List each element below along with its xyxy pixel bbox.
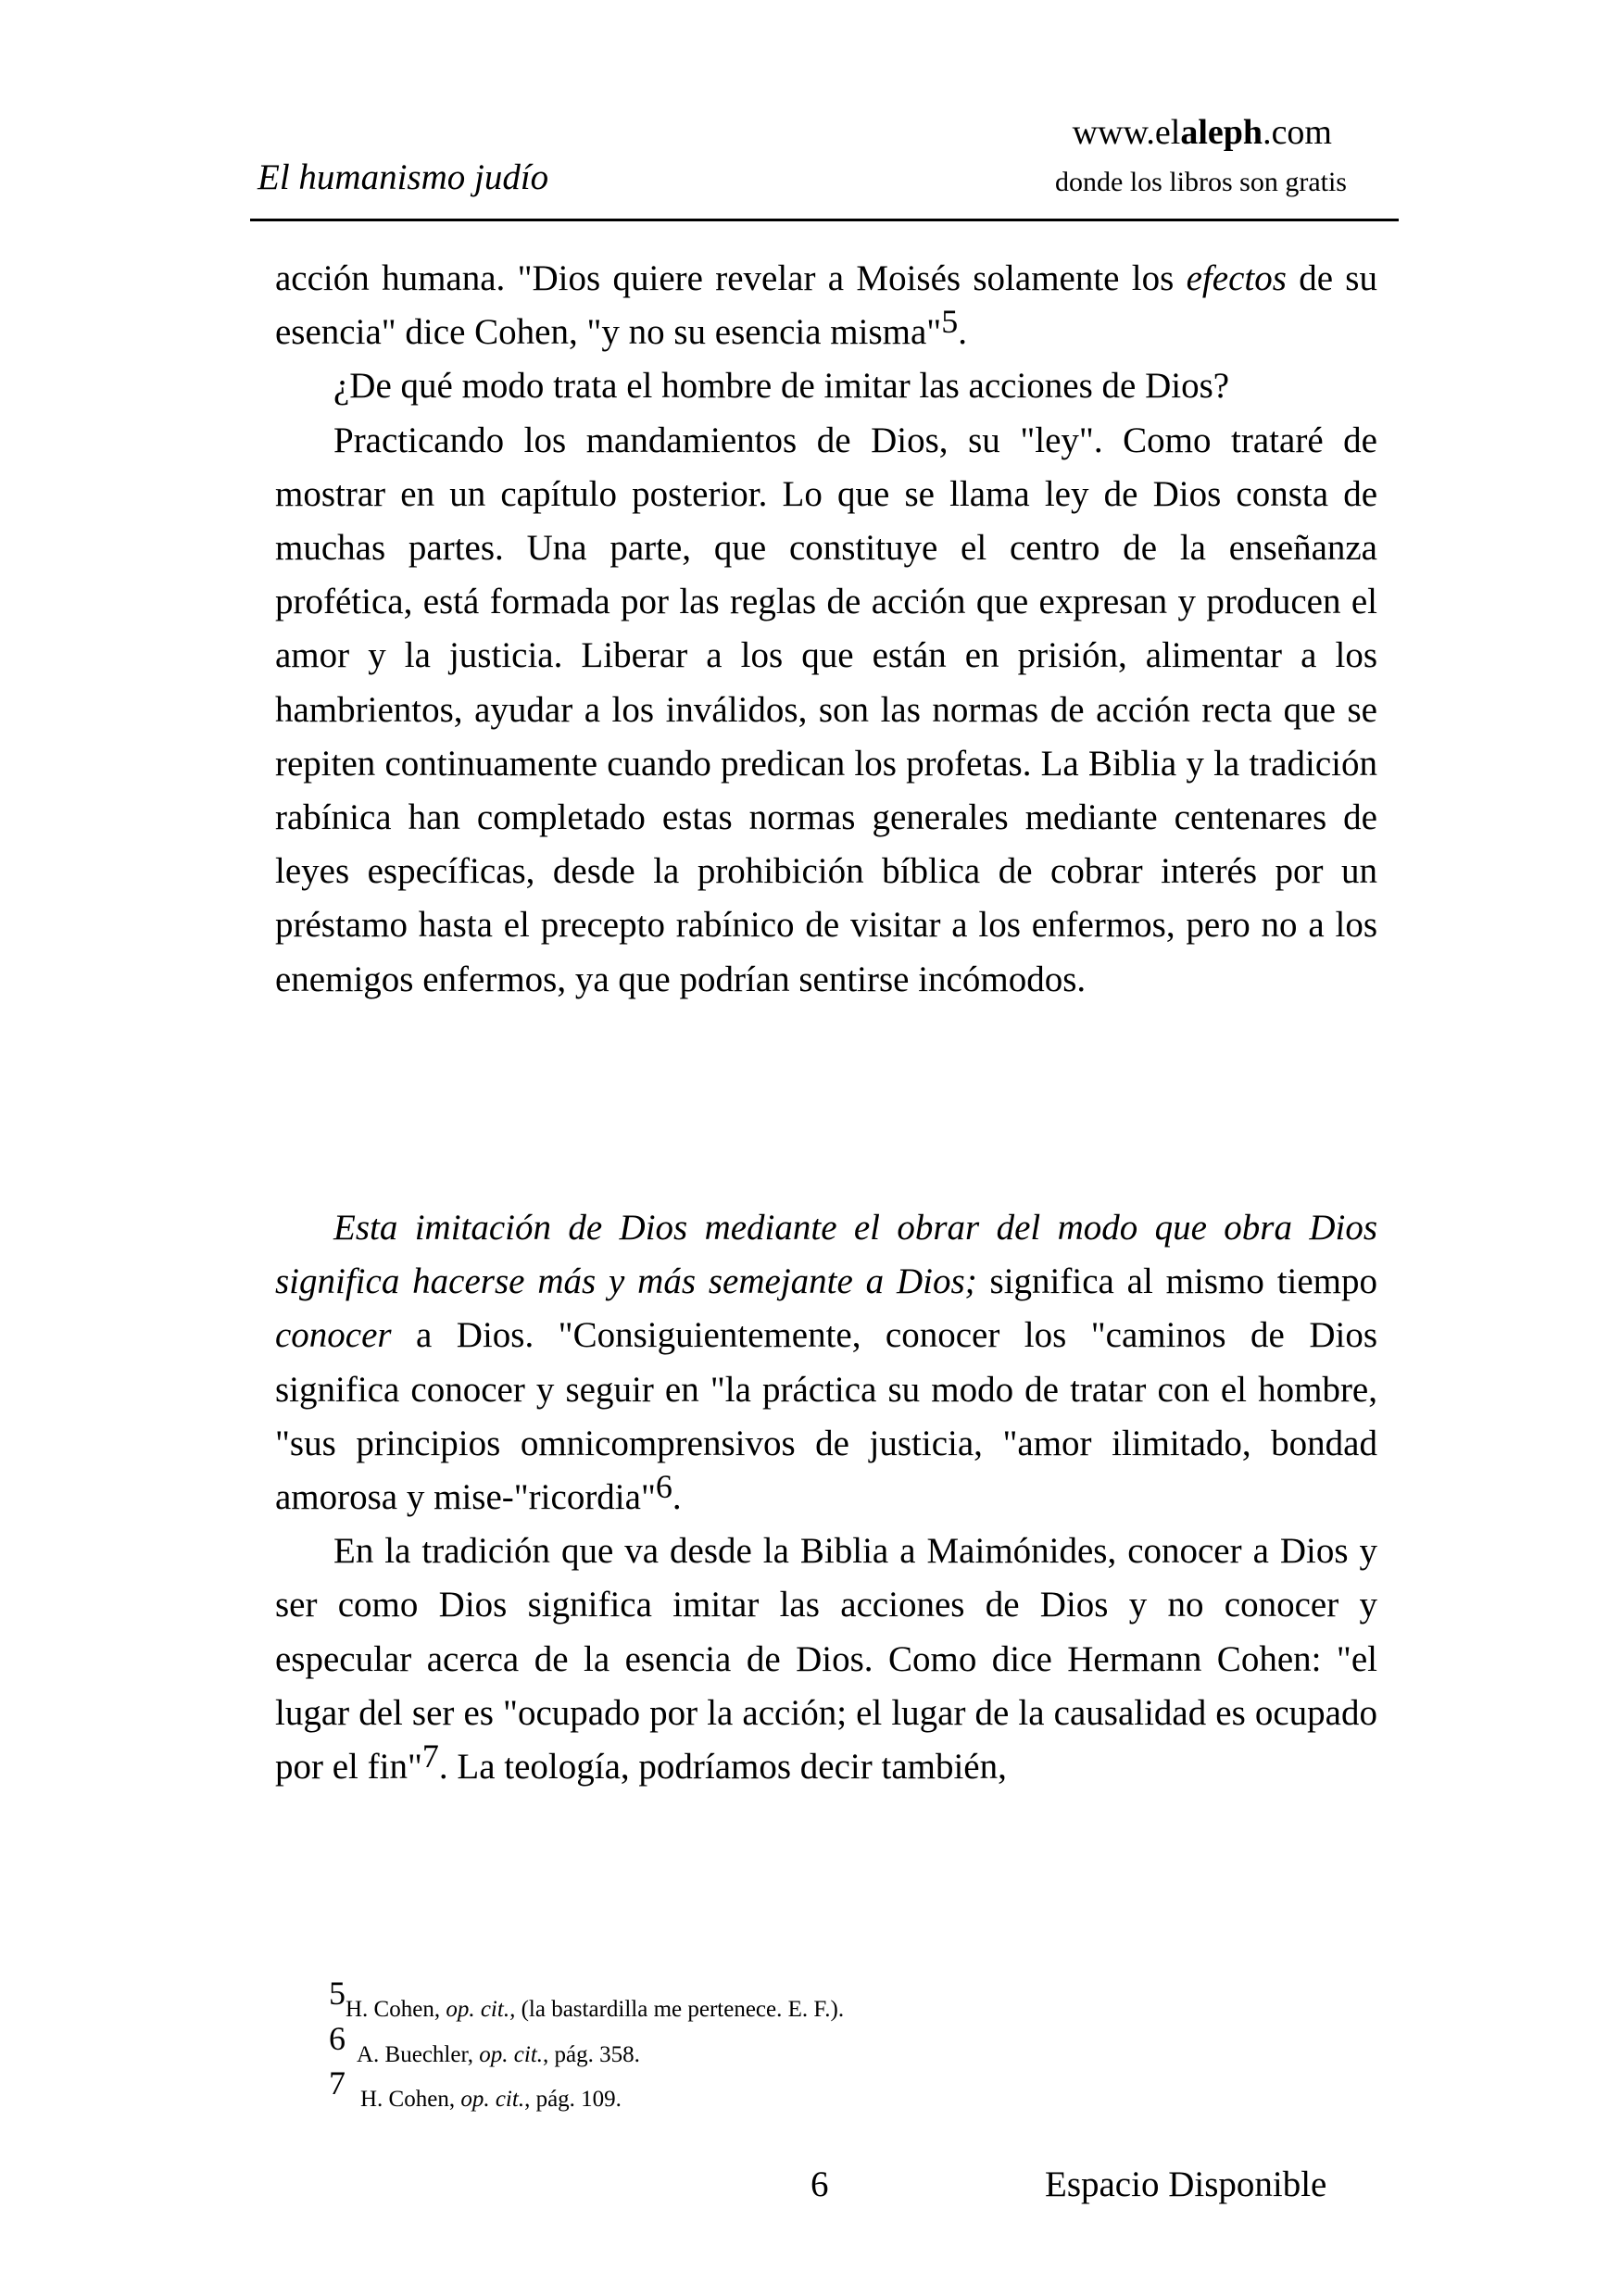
body-text-top xyxy=(275,252,1377,1007)
footnote-text: H. Cohen, xyxy=(346,1997,446,2022)
emphasis: efectos xyxy=(1186,258,1287,298)
book-title: El humanismo judío xyxy=(258,157,549,197)
paragraph-5 xyxy=(275,1524,1377,1794)
text-run: significa al mismo tiempo xyxy=(976,1261,1378,1302)
paragraph-2: ¿De qué modo trata el hombre de imitar las acciones de Dios? xyxy=(333,366,1230,407)
footnote-emphasis: op. cit. xyxy=(460,2087,525,2112)
footnote-number: 6 xyxy=(329,2020,346,2057)
emphasis: Esta imitación de Dios mediante el obrar del modo que obra Dios significa hacerse más y más semejante a Dios; xyxy=(275,1208,1377,1302)
text-run: acción humana. "Dios quiere revelar a Moisés solamente los xyxy=(275,258,1187,298)
footnote-text: (la bastardilla me pertenece. E. F.). xyxy=(515,1997,845,2022)
footnote-number: 5 xyxy=(329,1975,346,2012)
text-run: de su esencia" dice Cohen, "y no su esencia misma" xyxy=(275,258,1377,353)
footnote-emphasis: op. cit., xyxy=(446,1997,516,2022)
paragraph-3: Practicando los mandamientos de Dios, su "ley". Como trataré de mostrar en un capítulo posterior. Lo que se llama ley de Dios consta de muchas partes. Una parte, que constituye el centro de la enseñanza profética, está formada por las reglas de acción que expresan y producen el amor y la justicia. Liberar a los que están en prisión, alimentar a los hambrientos, ayudar a los inválidos, son las normas de acción recta que se repiten continuamente cuando predican los profetas. La Biblia y la tradición rabínica han completado estas normas generales mediante centenares de leyes específicas, desde la prohibición bíblica de cobrar interés por un préstamo hasta el precepto rabínico de visitar a los enfermos, pero no a los enemigos enfermos, ya que podrían sentirse incómodos. xyxy=(275,420,1377,999)
footnote-ref-6[interactable]: 6 xyxy=(655,1468,672,1506)
header-divider xyxy=(250,219,1399,221)
paragraph-1 xyxy=(275,252,1377,359)
page-number: 6 xyxy=(810,2164,829,2204)
text-run: . La teología, podríamos decir también, xyxy=(438,1747,1007,1788)
site-url-prefix: www.el xyxy=(1072,113,1181,152)
footnote-text: , pág. 358. xyxy=(543,2042,640,2067)
footnote-text: A. Buechler, xyxy=(357,2042,480,2067)
paragraph-4 xyxy=(275,1201,1377,1524)
footnote-text: , pág. 109. xyxy=(524,2087,622,2112)
text-run: a Dios. "Consiguientemente, conocer los "caminos de Dios significa conocer y seguir en "la práctica su modo de tratar con el hombre, "sus principios omnicomprensivos de justicia, "amor ilimitado, bondad amorosa y mise-"ricordia" xyxy=(275,1315,1377,1518)
body-text-bottom xyxy=(275,1201,1377,1794)
text-run: . xyxy=(958,312,967,353)
site-url-suffix: .com xyxy=(1263,113,1332,152)
site-url-bold: aleph xyxy=(1180,113,1263,152)
footnote-ref-5[interactable]: 5 xyxy=(941,303,959,341)
footnote-number: 7 xyxy=(329,2064,346,2102)
footnote-ref-7[interactable]: 7 xyxy=(421,1738,439,1775)
emphasis: conocer xyxy=(275,1315,392,1356)
footer-label: Espacio Disponible xyxy=(1045,2164,1327,2204)
footnote-emphasis: op. cit. xyxy=(479,2042,544,2067)
text-run: En la tradición que va desde la Biblia a Maimónides, conocer a Dios y ser como Dios significa imitar las acciones de Dios y no conocer y especular acerca de la esencia de Dios. Como dice Hermann Cohen: "el lugar del ser es "ocupado por la acción; el lugar de la causalidad es ocupado por el fin" xyxy=(275,1531,1377,1788)
footnote-text: H. Cohen, xyxy=(360,2087,461,2112)
site-tagline: donde los libros son gratis xyxy=(1055,167,1347,197)
text-run: . xyxy=(672,1477,682,1518)
site-url[interactable] xyxy=(1073,111,1332,154)
